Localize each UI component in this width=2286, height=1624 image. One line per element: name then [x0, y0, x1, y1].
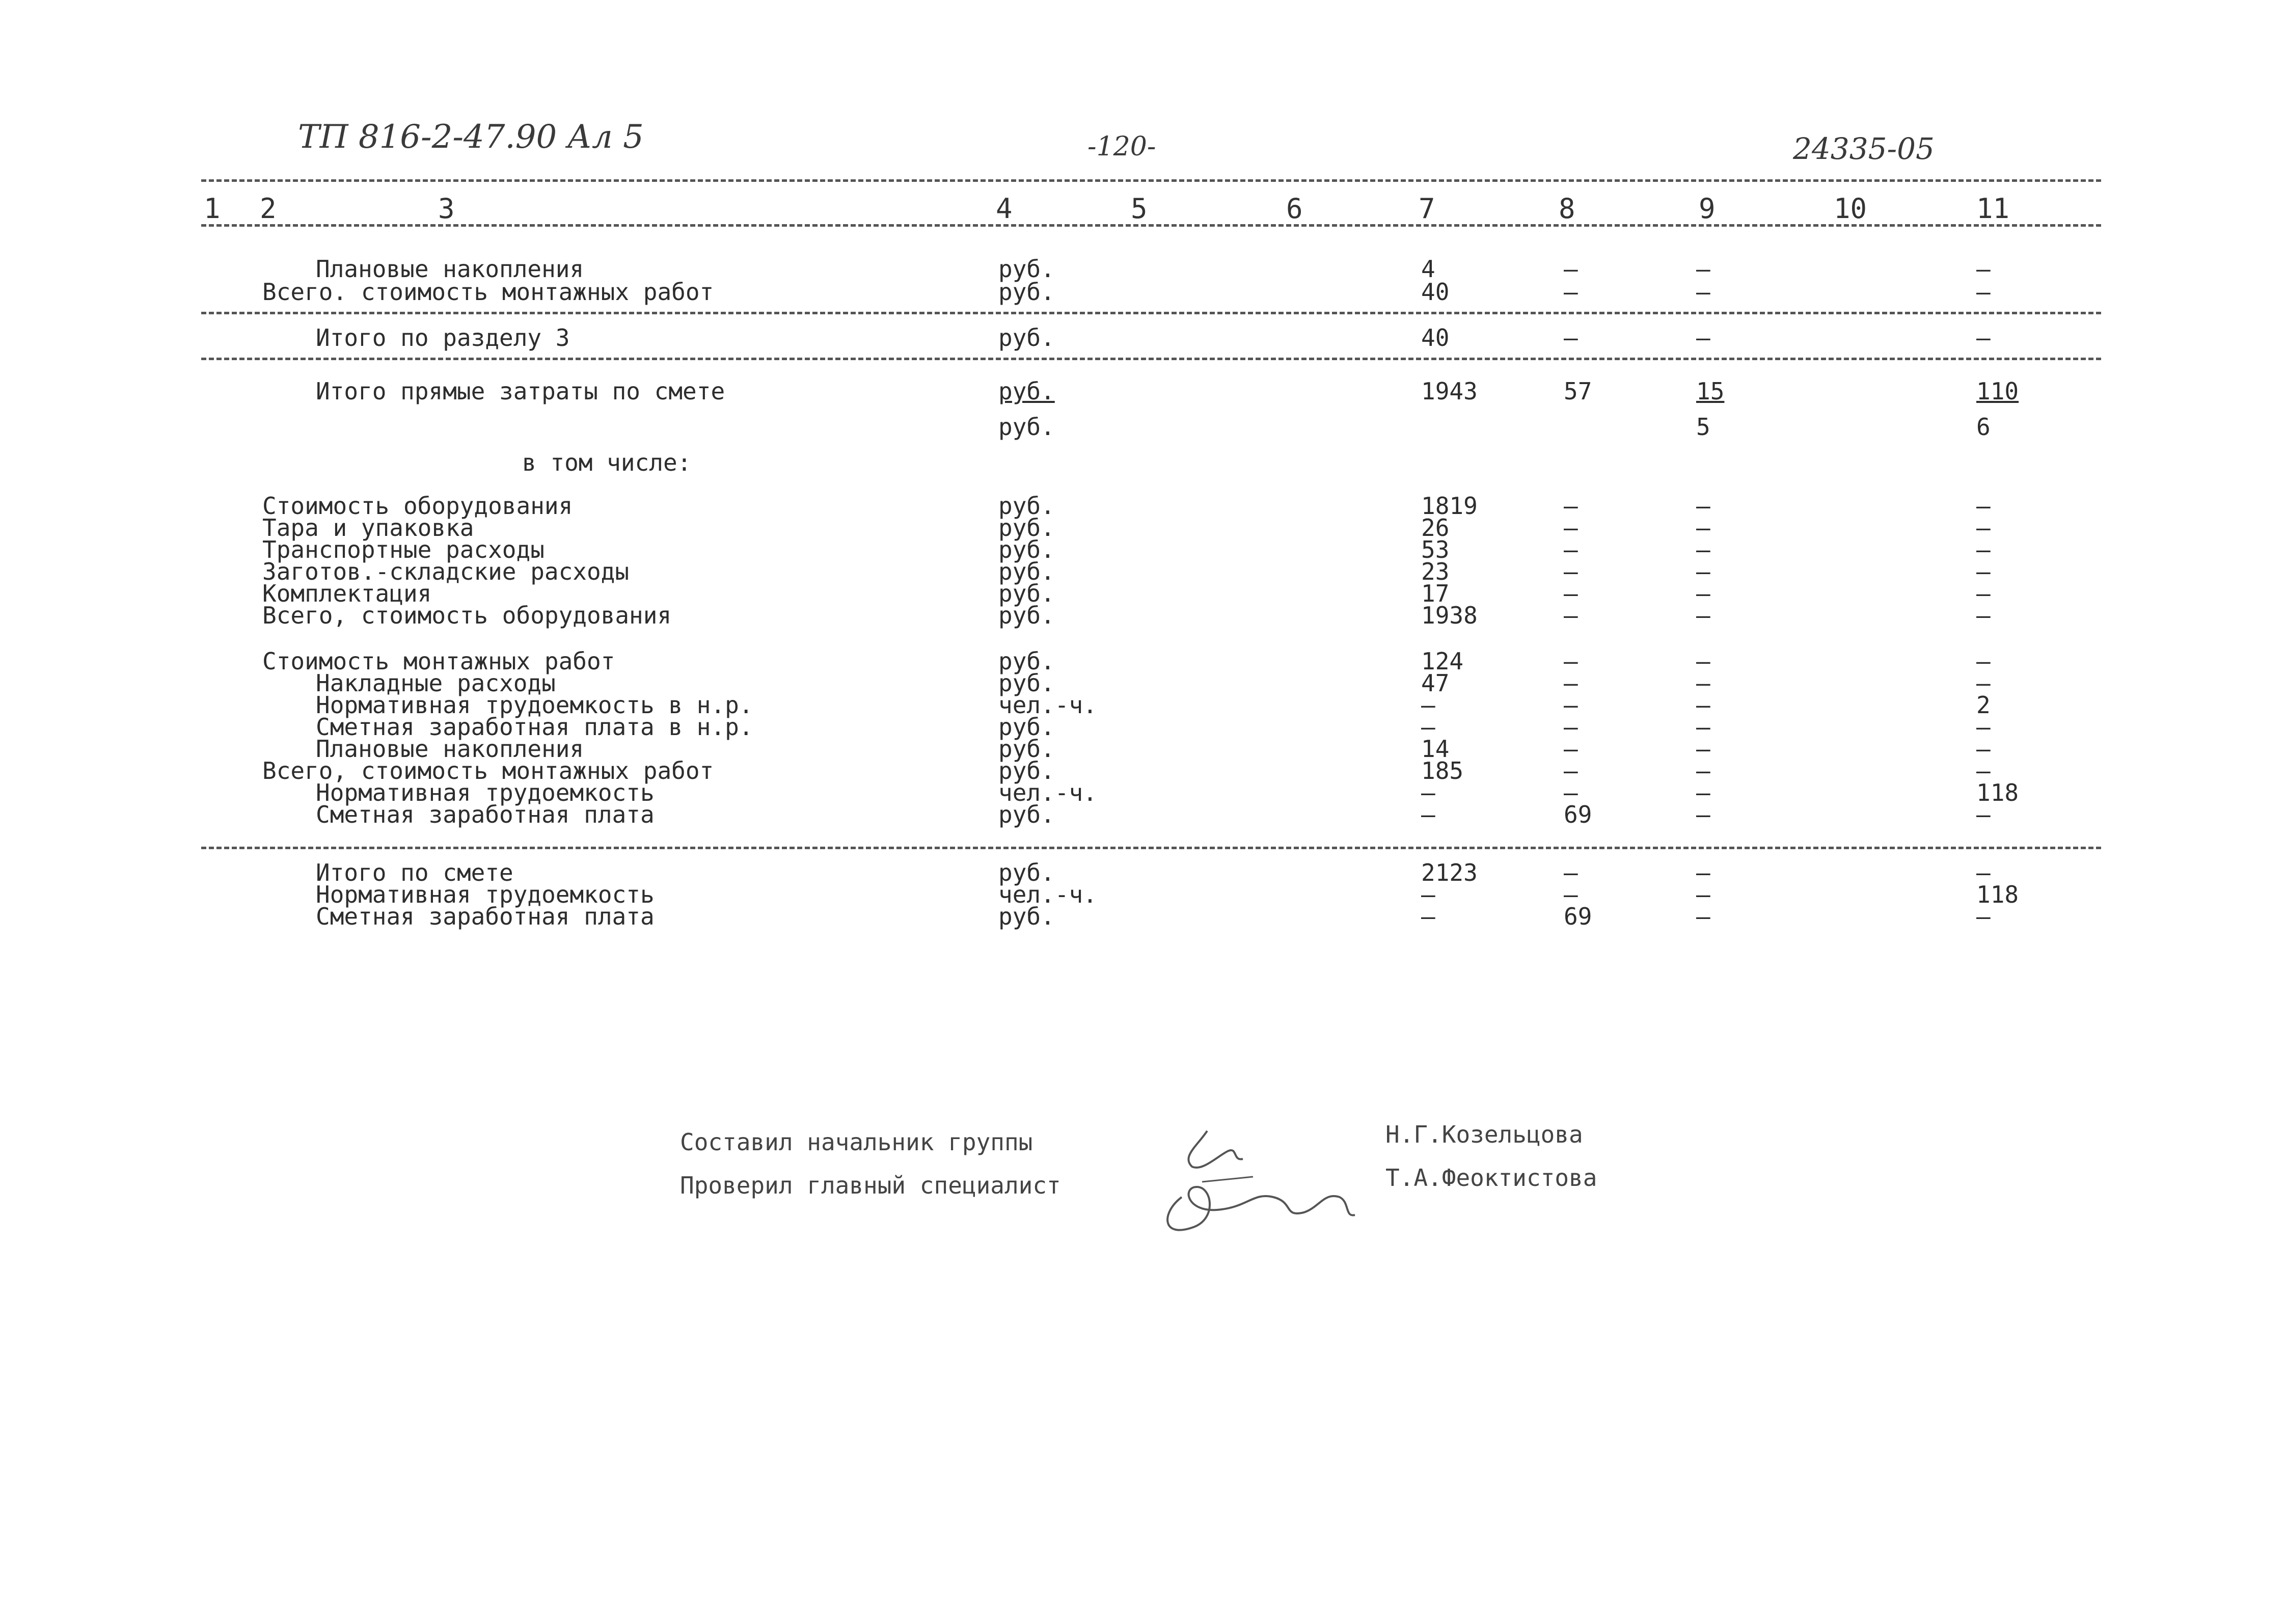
column-number-11: 11 — [1976, 193, 2010, 225]
row-col9: 15 — [1696, 377, 1725, 405]
row-col9: – — [1696, 602, 1710, 629]
column-number-1: 1 — [204, 193, 221, 225]
row-col8: – — [1564, 255, 1578, 283]
column-header-divider — [201, 224, 2101, 227]
row-col11: – — [1976, 255, 1991, 283]
row-col8: – — [1564, 647, 1578, 675]
row-label: Заготов.-складские расходы — [262, 558, 630, 585]
row-col8: – — [1564, 779, 1578, 806]
row-col11: – — [1976, 514, 1991, 542]
inventory-number: 24335-05 — [1793, 131, 1935, 166]
row-unit: чел.-ч. — [998, 779, 1097, 806]
row-col8: – — [1564, 324, 1578, 351]
row-col9: – — [1696, 669, 1710, 697]
row-col11: – — [1976, 801, 1991, 828]
row-col11: – — [1976, 278, 1991, 306]
checked-label: Проверил главный специалист — [680, 1172, 1061, 1199]
composed-name: Н.Г.Козельцова — [1385, 1121, 1583, 1148]
row-col11: – — [1976, 757, 1991, 784]
row-label: Транспортные расходы — [262, 536, 545, 563]
row-col11: – — [1976, 324, 1991, 351]
column-number-6: 6 — [1286, 193, 1303, 225]
row-label: Накладные расходы — [316, 669, 556, 697]
row-label: Комплектация — [262, 580, 432, 607]
row-col7: 26 — [1421, 514, 1450, 542]
row-col8: – — [1564, 691, 1578, 719]
row-col11: – — [1976, 903, 1991, 930]
row-col11: – — [1976, 735, 1991, 763]
row-col7: 2123 — [1421, 859, 1478, 886]
row-col7: 17 — [1421, 580, 1450, 607]
row-col11: 118 — [1976, 881, 2019, 908]
row-col7: 40 — [1421, 324, 1450, 351]
row-label: Стоимость оборудования — [262, 492, 573, 520]
section-divider — [201, 358, 2101, 360]
row-col9: – — [1696, 558, 1710, 585]
row-unit: руб. — [998, 580, 1055, 607]
row-col9: – — [1696, 713, 1710, 741]
row-col8: – — [1564, 278, 1578, 306]
page-number: -120- — [1087, 131, 1156, 162]
row-col7: 53 — [1421, 536, 1450, 563]
row-label: Тара и упаковка — [262, 514, 474, 542]
row-col11: – — [1976, 647, 1991, 675]
row-label: Всего, стоимость оборудования — [262, 602, 672, 629]
row-col7: – — [1421, 779, 1435, 806]
row-col8: 69 — [1564, 903, 1592, 930]
row-col7: 14 — [1421, 735, 1450, 763]
row-unit: руб. — [998, 413, 1055, 441]
row-col8: – — [1564, 558, 1578, 585]
row-col7: 23 — [1421, 558, 1450, 585]
row-label: Сметная заработная плата — [316, 903, 655, 930]
row-col7: 40 — [1421, 278, 1450, 306]
row-col9: – — [1696, 492, 1710, 520]
row-unit: руб. — [998, 492, 1055, 520]
row-col8: 69 — [1564, 801, 1592, 828]
row-col11: – — [1976, 713, 1991, 741]
column-number-4: 4 — [996, 193, 1013, 225]
checked-name: Т.А.Феоктистова — [1385, 1164, 1597, 1192]
row-unit: руб. — [998, 602, 1055, 629]
row-col8: – — [1564, 536, 1578, 563]
row-col8: – — [1564, 859, 1578, 886]
row-label: Итого прямые затраты по смете — [316, 377, 725, 405]
row-col8: – — [1564, 713, 1578, 741]
row-col11: – — [1976, 536, 1991, 563]
row-col7: 124 — [1421, 647, 1464, 675]
section-divider — [201, 847, 2101, 849]
row-col7: 1938 — [1421, 602, 1478, 629]
column-number-3: 3 — [438, 193, 455, 225]
column-number-9: 9 — [1699, 193, 1716, 225]
row-col11: – — [1976, 558, 1991, 585]
row-col9: – — [1696, 255, 1710, 283]
row-col7: – — [1421, 903, 1435, 930]
row-col11: 2 — [1976, 691, 1991, 719]
row-col11: – — [1976, 580, 1991, 607]
row-col8: – — [1564, 514, 1578, 542]
row-col8: – — [1564, 580, 1578, 607]
column-number-10: 10 — [1834, 193, 1867, 225]
row-col9: – — [1696, 801, 1710, 828]
row-col8: – — [1564, 669, 1578, 697]
row-unit: чел.-ч. — [998, 881, 1097, 908]
row-unit: руб. — [998, 377, 1055, 405]
row-col9: – — [1696, 278, 1710, 306]
row-col11: 118 — [1976, 779, 2019, 806]
row-col11: 110 — [1976, 377, 2019, 405]
row-col8: – — [1564, 881, 1578, 908]
row-unit: руб. — [998, 647, 1055, 675]
row-col7: – — [1421, 801, 1435, 828]
row-label: Итого по разделу 3 — [316, 324, 570, 351]
row-col11: – — [1976, 492, 1991, 520]
top-divider — [201, 179, 2101, 182]
column-number-2: 2 — [260, 193, 277, 225]
row-label: Сметная заработная плата в н.р. — [316, 713, 753, 741]
row-label: Сметная заработная плата — [316, 801, 655, 828]
row-col7: 185 — [1421, 757, 1464, 784]
row-col7: 1819 — [1421, 492, 1478, 520]
row-col11: – — [1976, 859, 1991, 886]
row-col7: 47 — [1421, 669, 1450, 697]
row-col9: – — [1696, 903, 1710, 930]
row-unit: руб. — [998, 558, 1055, 585]
row-col11: – — [1976, 602, 1991, 629]
row-col9: 5 — [1696, 413, 1710, 441]
row-unit: руб. — [998, 801, 1055, 828]
row-col9: – — [1696, 324, 1710, 351]
row-col7: – — [1421, 881, 1435, 908]
row-col9: – — [1696, 580, 1710, 607]
row-col8: – — [1564, 602, 1578, 629]
row-unit: руб. — [998, 536, 1055, 563]
row-unit: руб. — [998, 903, 1055, 930]
row-col8: – — [1564, 757, 1578, 784]
row-col8: – — [1564, 492, 1578, 520]
composed-label: Составил начальник группы — [680, 1128, 1033, 1156]
row-col8: 57 — [1564, 377, 1592, 405]
row-label: Всего. стоимость монтажных работ — [262, 278, 714, 306]
row-col9: – — [1696, 536, 1710, 563]
row-label: Стоимость монтажных работ — [262, 647, 615, 675]
row-col11: – — [1976, 669, 1991, 697]
column-number-8: 8 — [1559, 193, 1575, 225]
column-number-7: 7 — [1419, 193, 1435, 225]
row-label: Плановые накопления — [316, 735, 584, 763]
row-unit: руб. — [998, 713, 1055, 741]
row-label: Нормативная трудоемкость — [316, 779, 655, 806]
row-unit: чел.-ч. — [998, 691, 1097, 719]
row-unit: руб. — [998, 324, 1055, 351]
row-col9: – — [1696, 881, 1710, 908]
row-col9: – — [1696, 514, 1710, 542]
section-divider — [201, 312, 2101, 314]
row-col9: – — [1696, 757, 1710, 784]
row-col9: – — [1696, 647, 1710, 675]
row-label: в том числе: — [522, 449, 692, 476]
row-label: Нормативная трудоемкость — [316, 881, 655, 908]
row-col7: 4 — [1421, 255, 1435, 283]
row-col7: – — [1421, 691, 1435, 719]
row-unit: руб. — [998, 255, 1055, 283]
row-unit: руб. — [998, 669, 1055, 697]
row-col9: – — [1696, 691, 1710, 719]
row-col7: 1943 — [1421, 377, 1478, 405]
row-unit: руб. — [998, 735, 1055, 763]
row-label: Итого по смете — [316, 859, 513, 886]
row-unit: руб. — [998, 514, 1055, 542]
row-label: Плановые накопления — [316, 255, 584, 283]
row-col9: – — [1696, 779, 1710, 806]
row-col11: 6 — [1976, 413, 1991, 441]
row-unit: руб. — [998, 757, 1055, 784]
row-col7: – — [1421, 713, 1435, 741]
row-col9: – — [1696, 735, 1710, 763]
row-col9: – — [1696, 859, 1710, 886]
row-unit: руб. — [998, 859, 1055, 886]
column-number-5: 5 — [1131, 193, 1148, 225]
row-unit: руб. — [998, 278, 1055, 306]
row-col8: – — [1564, 735, 1578, 763]
handwritten-signature — [1151, 1111, 1385, 1243]
doc-code: ТП 816-2-47.90 Ал 5 — [298, 118, 644, 156]
row-label: Нормативная трудоемкость в н.р. — [316, 691, 753, 719]
row-label: Всего, стоимость монтажных работ — [262, 757, 714, 784]
